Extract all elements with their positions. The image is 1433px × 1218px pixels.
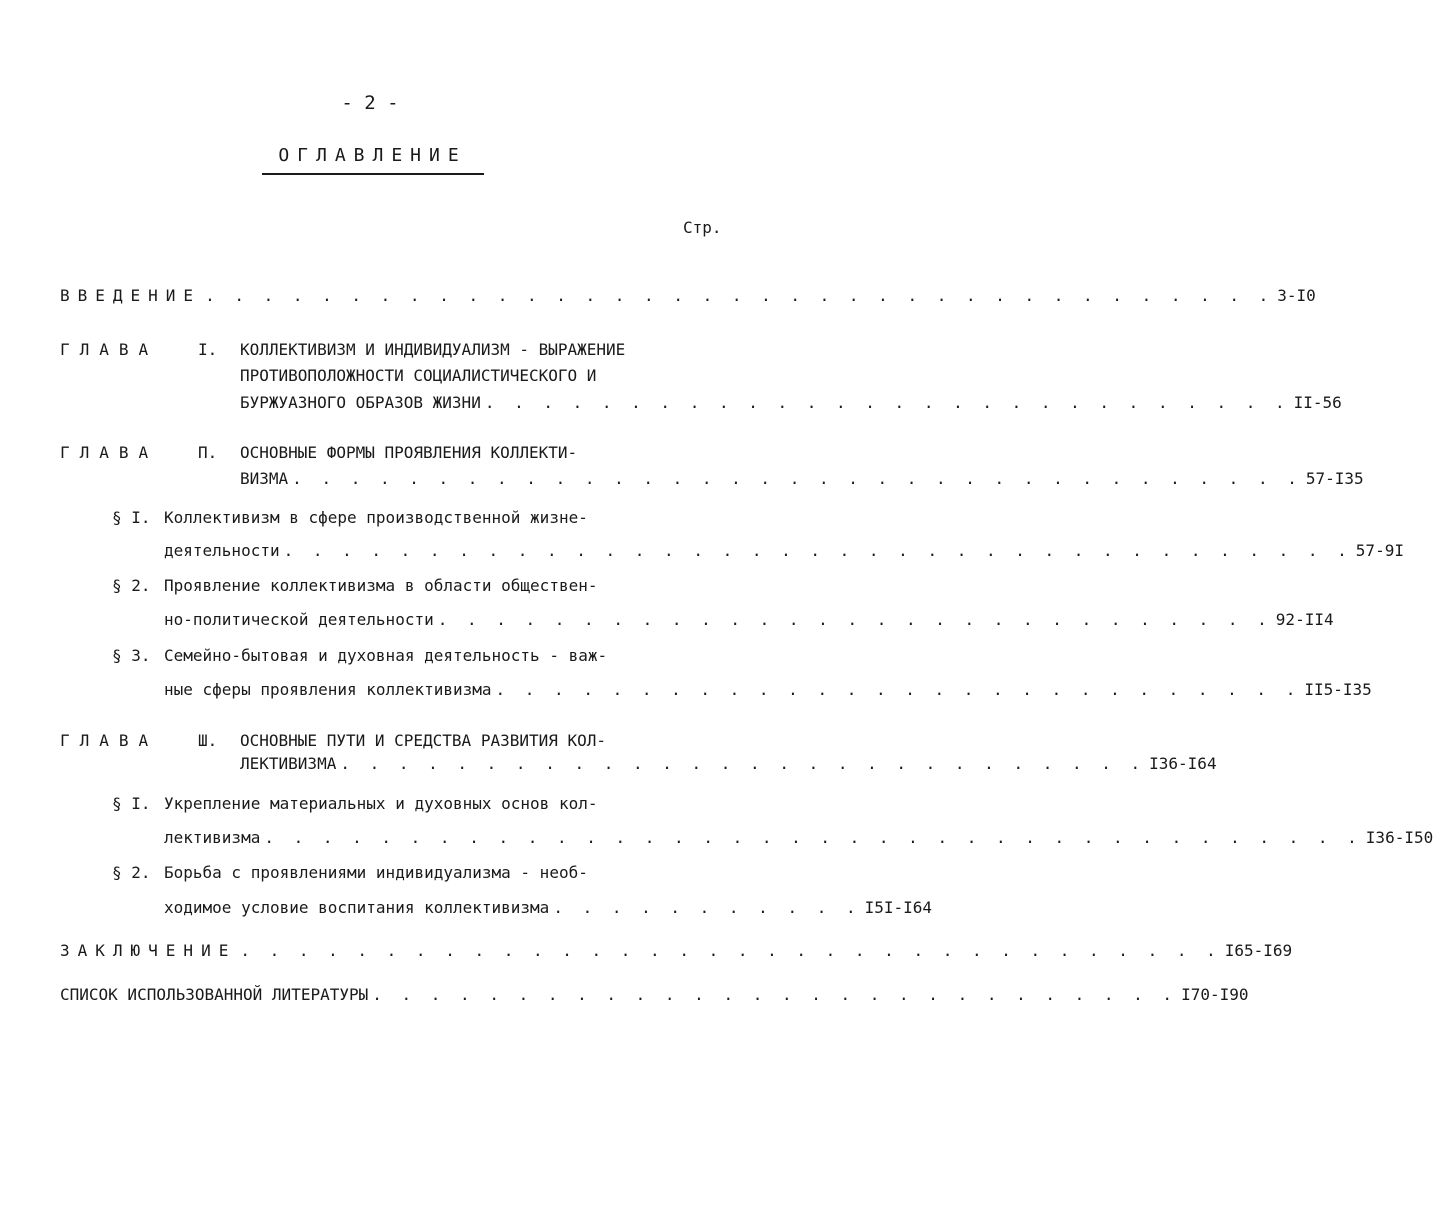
toc-ch3-s2-line2: ходимое условие воспитания коллективизма [164,898,550,917]
toc-entry-ch2-s3[interactable] [164,680,1372,699]
toc-bibliography-label: СПИСОК ИСПОЛЬЗОВАННОЙ ЛИТЕРАТУРЫ [60,985,369,1004]
dot-leader: . . . . . . . . . . . . . . . . . . . . . . . . . . . . [495,680,1301,699]
toc-entry-ch2-s2[interactable] [164,610,1334,629]
toc-ch1-number: I. [198,340,218,359]
toc-ch1-title-line2[interactable]: ПРОТИВОПОЛОЖНОСТИ СОЦИАЛИСТИЧЕСКОГО И [240,366,597,385]
title-underline [262,173,484,175]
dot-leader: . . . . . . . . . . . . . . . . . . . . . . . . . . . . . . . . . . . . . . [264,828,1362,847]
toc-ch1-title-line1[interactable]: КОЛЛЕКТИВИЗМ И ИНДИВИДУАЛИЗМ - ВЫРАЖЕНИЕ [240,340,626,359]
toc-ch1-pages: II-56 [1293,393,1342,412]
toc-entry-intro[interactable] [60,286,1316,305]
dot-leader: . . . . . . . . . . . . . . . . . . . . . . . . . . . . [484,393,1290,412]
toc-ch2-s1-line1[interactable]: Коллективизм в сфере производственной жизне- [164,508,588,527]
toc-ch1-title-line3: БУРЖУАЗНОГО ОБРАЗОВ ЖИЗНИ [240,393,481,412]
dot-leader: . . . . . . . . . . . . . . . . . . . . . . . . . . . . . . . . . . [240,941,1221,960]
toc-entry-ch1[interactable] [240,393,1342,412]
toc-ch2-s2-mark: § 2. [112,576,151,595]
toc-ch2-s3-pages: II5-I35 [1304,680,1372,699]
toc-ch3-s2-pages: I5I-I64 [864,898,933,917]
toc-intro-pages: 3-I0 [1277,286,1316,305]
toc-ch2-title-line1[interactable]: ОСНОВНЫЕ ФОРМЫ ПРОЯВЛЕНИЯ КОЛЛЕКТИ- [240,443,578,462]
toc-bibliography-pages: I70-I90 [1181,985,1249,1004]
page-title: ОГЛАВЛЕНИЕ [278,145,467,166]
toc-entry-ch3-s1[interactable] [164,828,1433,847]
toc-entry-ch2-s1[interactable] [164,541,1404,560]
toc-ch3-s1-line1[interactable]: Укрепление материальных и духовных основ кол- [164,794,598,813]
toc-ch2-s2-line1[interactable]: Проявление коллективизма в области обществен- [164,576,598,595]
toc-ch3-s1-mark: § I. [112,794,151,813]
toc-ch3-label: ГЛАВА [60,731,159,750]
toc-ch3-title-line1[interactable]: ОСНОВНЫЕ ПУТИ И СРЕДСТВА РАЗВИТИЯ КОЛ- [240,731,607,750]
toc-ch3-number: Ш. [198,731,218,750]
toc-conclusion-label: ЗАКЛЮЧЕНИЕ [60,941,237,960]
toc-entry-ch3[interactable] [240,754,1217,773]
toc-ch2-s3-mark: § 3. [112,646,151,665]
toc-intro-label: ВВЕДЕНИЕ [60,286,202,305]
toc-conclusion-pages: I65-I69 [1224,941,1293,960]
dot-leader: . . . . . . . . . . . . . . . . . . . . . . . . . . . . [372,985,1178,1004]
dot-leader: . . . . . . . . . . . . . . . . . . . . . . . . . . . . . . . . . . . . . [283,541,1352,560]
dot-leader: . . . . . . . . . . . . . . . . . . . . . . . . . . . . . [437,610,1272,629]
toc-entry-ch2[interactable] [240,469,1364,488]
dot-leader: . . . . . . . . . . . . . . . . . . . . . . . . . . . . . . . . . . . [292,469,1302,488]
toc-ch2-s1-line2: деятельности [164,541,280,560]
toc-ch2-s3-line2: ные сферы проявления коллективизма [164,680,492,699]
toc-entry-bibliography[interactable] [60,985,1249,1004]
toc-ch2-title-line2: ВИЗМА [240,469,289,488]
toc-ch2-s2-line2: но-политической деятельности [164,610,434,629]
dot-leader: . . . . . . . . . . . . . . . . . . . . . . . . . . . . . . . . . . . . . [205,286,1274,305]
toc-ch2-s2-pages: 92-II4 [1275,610,1334,629]
toc-ch3-s1-line2: лективизма [164,828,261,847]
toc-ch3-title-line2: ЛЕКТИВИЗМА [240,754,337,773]
page-column-label: Стр. [683,218,722,237]
dot-leader: . . . . . . . . . . . . . . . . . . . . . . . . . . . . [340,754,1146,773]
toc-ch3-pages: I36-I64 [1149,754,1217,773]
toc-ch2-label: ГЛАВА [60,443,159,462]
toc-ch1-label: ГЛАВА [60,340,159,359]
toc-ch2-pages: 57-I35 [1305,469,1364,488]
dot-leader: . . . . . . . . . . . [553,898,861,917]
toc-ch2-number: П. [198,443,218,462]
page-number: - 2 - [341,92,399,114]
toc-entry-conclusion[interactable] [60,941,1293,960]
toc-ch3-s1-pages: I36-I50 [1365,828,1433,847]
toc-ch2-s3-line1[interactable]: Семейно-бытовая и духовная деятельность - важ- [164,646,608,665]
toc-ch3-s2-mark: § 2. [112,863,151,882]
toc-entry-ch3-s2[interactable] [164,898,933,917]
toc-ch2-s1-pages: 57-9I [1355,541,1404,560]
toc-ch3-s2-line1[interactable]: Борьба с проявлениями индивидуализма - необ- [164,863,588,882]
toc-ch2-s1-mark: § I. [112,508,151,527]
